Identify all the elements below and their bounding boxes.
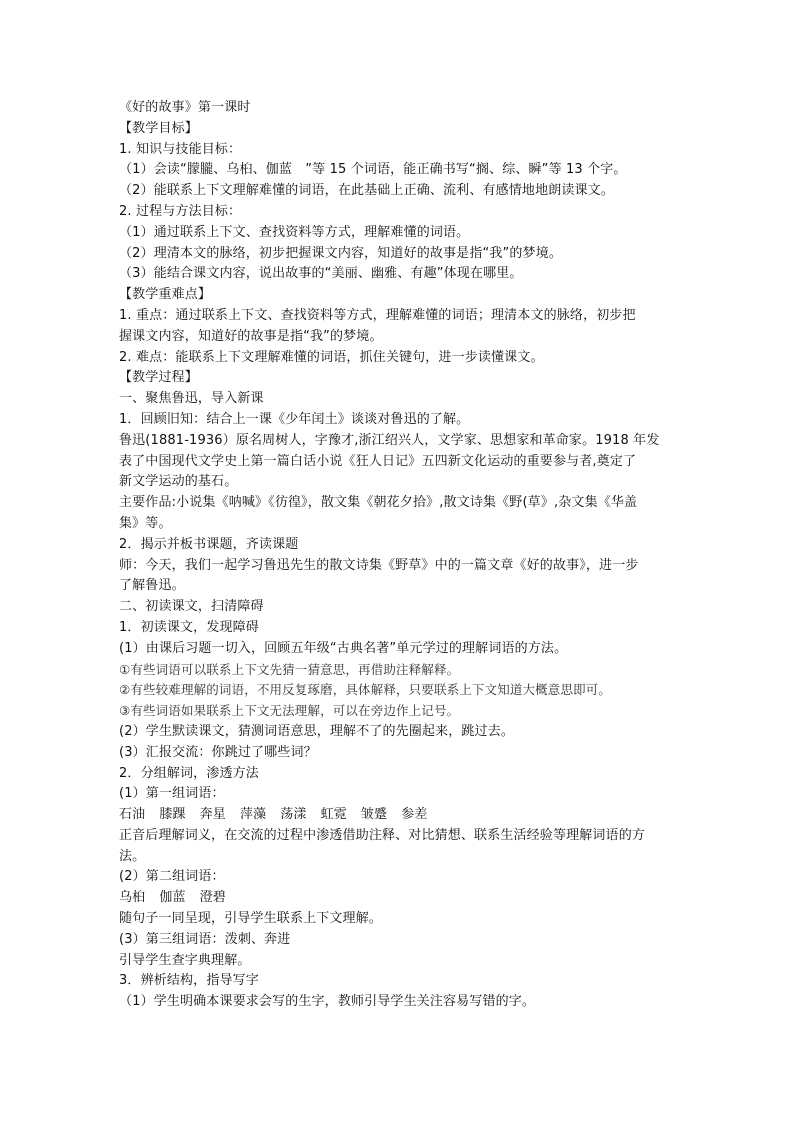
text-line: 二、初读课文，扫清障碍	[119, 599, 264, 615]
text-line: 1. 知识与技能目标：	[119, 141, 242, 157]
method-item: ①有些词语可以联系上下文先猜一猜意思，再借助注释解释。	[119, 661, 460, 677]
text-line: 了解鲁迅。	[119, 578, 185, 594]
text-line: 正音后理解词义，在交流的过程中渗透借助注释、对比猜想、联系生活经验等理解词语的方	[119, 827, 646, 843]
vocab-word: 澄碧	[199, 890, 226, 906]
text-line: 法。	[119, 848, 146, 864]
text-line: 1. 重点：通过联系上下文、查找资料等方式，理解难懂的词语；理清本文的脉络，初步把	[119, 307, 636, 323]
text-line: （1）通过联系上下文、查找资料等方式，理解难懂的词语。	[119, 224, 470, 240]
text-line: （2）理清本文的脉络，初步把握课文内容，知道好的故事是指“我”的梦境。	[119, 245, 562, 261]
vocab-word: 萍藻	[239, 807, 267, 823]
text-line: (1）第一组词语：	[119, 786, 225, 802]
section-heading-process: 【教学过程】	[119, 370, 198, 386]
vocab-word: 虹霓	[320, 807, 347, 823]
text-line: 表了中国现代文学史上第一篇白话小说《狂人日记》五四新文化运动的重要参与者,奠定了	[119, 453, 637, 469]
vocab-word: 石油	[119, 807, 146, 823]
text-line: 握课文内容，知道好的故事是指“我”的梦境。	[119, 328, 383, 344]
section-heading-goals: 【教学目标】	[119, 120, 198, 136]
text-line: 引导学生查字典理解。	[119, 952, 251, 968]
text-line: （1）会读“朦朧、乌桕、伽蓝 ”等 15 个词语，能正确书写“搁、综、瞬”等 13 个字。	[119, 162, 627, 178]
text-line: (2）学生默读课文，猜测词语意思，理解不了的先圈起来，跳过去。	[119, 723, 514, 739]
section-heading-key-points: 【教学重难点】	[119, 287, 212, 303]
text-line: 随句子一同呈现，引导学生联系上下文理解。	[119, 911, 383, 927]
text-line: 鲁迅(1881-1936）原名周树人，字豫才,浙江绍兴人，文学家、思想家和革命家。1918 年发	[119, 432, 660, 448]
text-line: 师：今天，我们一起学习鲁迅先生的散文诗集《野草》中的一篇文章《好的故事》，进一步	[119, 557, 639, 573]
vocab-word: 参差	[401, 807, 428, 823]
vocab-word: 乌桕	[119, 890, 146, 906]
word-group-1	[119, 805, 682, 826]
text-line: 集》等。	[119, 515, 172, 531]
text-line: (1）由课后习题一切入，回顾五年级“古典名著”单元学过的理解词语的方法。	[119, 640, 568, 656]
vocab-word: 皱蹙	[360, 807, 388, 823]
text-line: 一、聚焦鲁迅，导入新课	[119, 391, 264, 407]
text-line: 2. 难点：能联系上下文理解难懂的词语，抓住关键句，进一步读懂课文。	[119, 349, 544, 365]
method-item: ③有些词语如果联系上下文无法理解，可以在旁边作上记号。	[119, 703, 460, 719]
text-line: 2．分组解词，渗透方法	[119, 765, 259, 781]
text-line: (3）汇报交流：你跳过了哪些词？	[119, 744, 317, 760]
text-line: （2）能联系上下文理解难懂的词语，在此基础上正确、流利、有感情地地朗读课文。	[119, 183, 614, 199]
vocab-word: 荡漾	[280, 807, 307, 823]
text-line: （1）学生明确本课要求会写的生字，教师引导学生关注容易写错的字。	[119, 994, 536, 1010]
text-line: 1．初读课文，发现障碍	[119, 619, 259, 635]
vocab-word: 膝踝	[159, 807, 186, 823]
text-line: 3．辨析结构，指导写字	[119, 973, 259, 989]
text-line: （3）能结合课文内容，说出故事的“美丽、幽雅、有趣”体现在哪里。	[119, 266, 523, 282]
text-line: 主要作品:小说集《呐喊》《彷徨》，散文集《朝花夕拾》,散文诗集《野(草》,杂文集《华盖	[119, 495, 638, 511]
text-line: 2. 过程与方法目标：	[119, 203, 242, 219]
word-group-2	[119, 888, 682, 909]
text-line: 2．揭示并板书课题，齐读课题	[119, 536, 299, 552]
vocab-word: 伽蓝	[159, 890, 186, 906]
text-line: (3）第三组词语：泼刺、奔进	[119, 931, 291, 947]
method-item: ②有些较难理解的词语，不用反复琢磨，具体解释，只要联系上下文知道大概意思即可。	[119, 682, 612, 698]
text-line: (2）第二组词语：	[119, 869, 225, 885]
vocab-word: 奔星	[199, 807, 226, 823]
text-line: 新文学运动的基石。	[119, 474, 238, 490]
text-line: 1．回顾旧知：结合上一课《少年闰土》谈谈对鲁迅的了解。	[119, 411, 470, 427]
doc-title: 《好的故事》第一课时	[119, 100, 251, 115]
